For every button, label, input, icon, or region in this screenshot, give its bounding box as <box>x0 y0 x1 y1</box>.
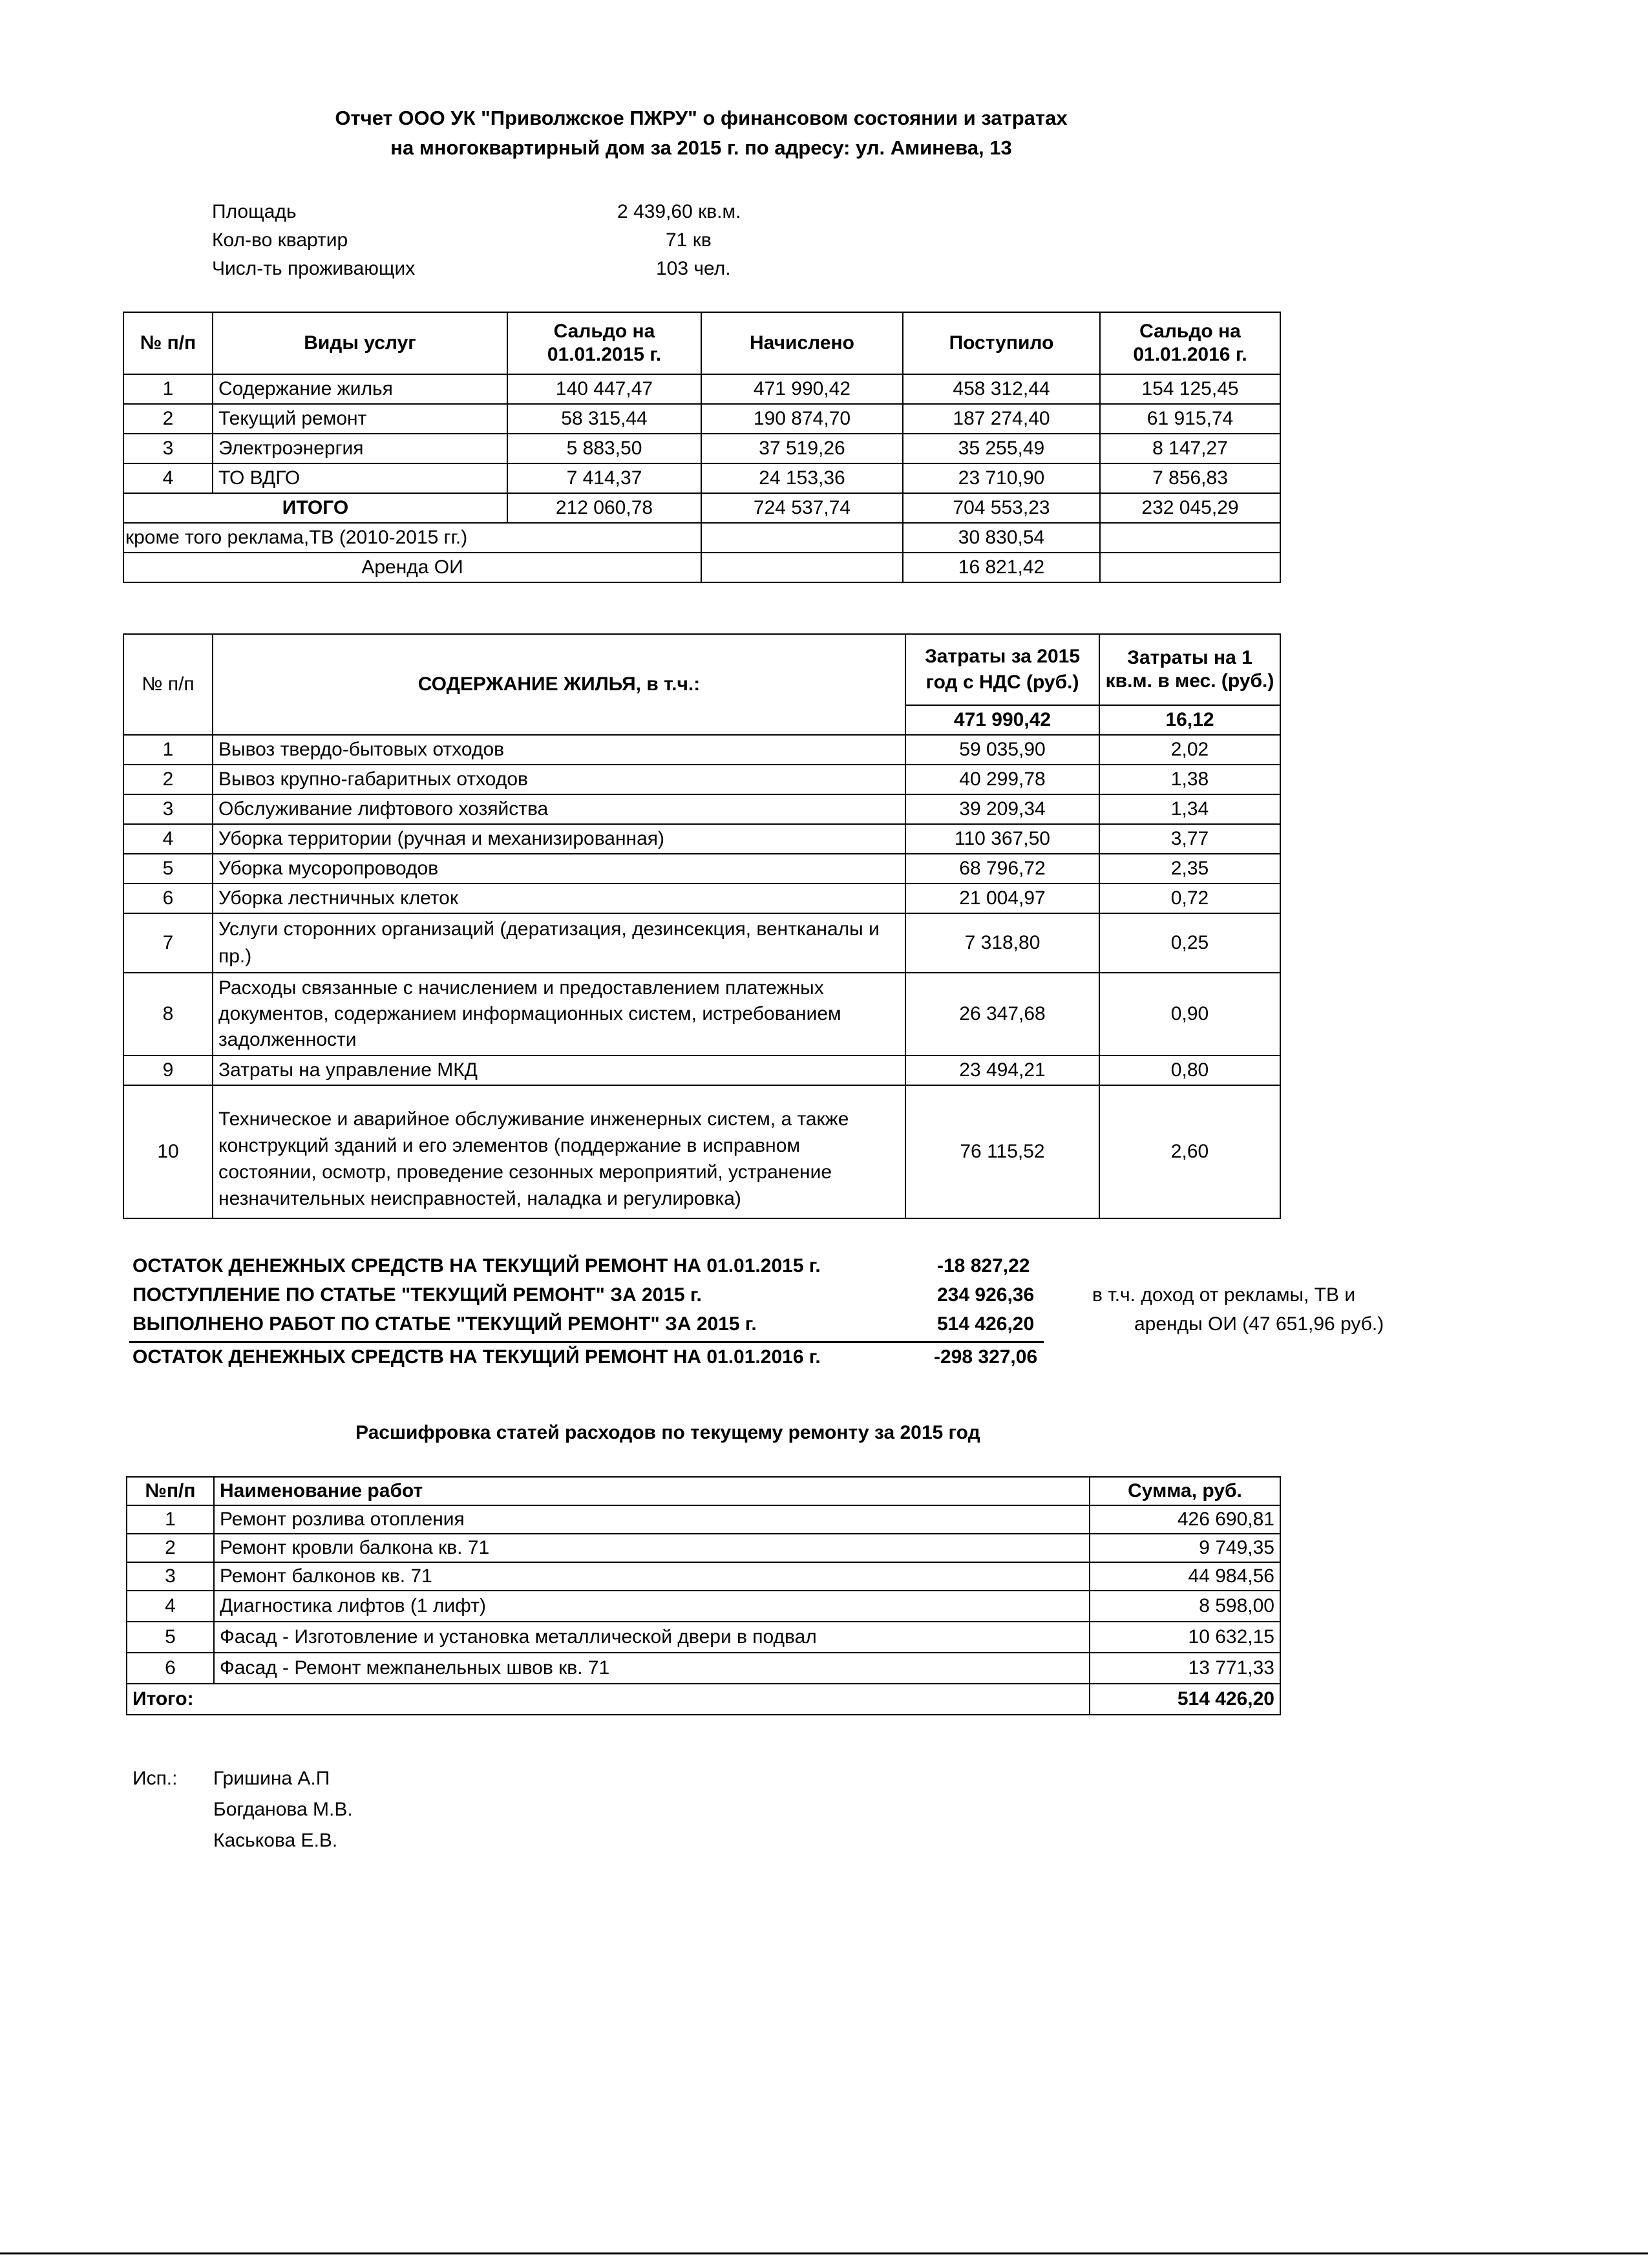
cell: 10 <box>123 1085 213 1218</box>
area-value: 2 439,60 кв.м. <box>617 201 741 222</box>
cell: Содержание жилья <box>213 374 507 404</box>
residents-value: 103 чел. <box>656 258 731 279</box>
repairs-total-label: Итого: <box>127 1684 1090 1715</box>
cell: 3,77 <box>1099 824 1280 854</box>
repairs-total-row <box>127 1684 1280 1715</box>
cell: 187 274,40 <box>903 404 1100 434</box>
header-cell: Сальдо на 01.01.2016 г. <box>1100 312 1280 374</box>
cell: 426 690,81 <box>1090 1505 1280 1534</box>
executors-label: Исп.: <box>132 1768 178 1789</box>
cell: 212 060,78 <box>507 493 701 523</box>
cell: 1 <box>123 374 213 404</box>
works-done-value: 514 426,20 <box>937 1313 1035 1335</box>
table-row <box>123 374 1280 404</box>
cell: 13 771,33 <box>1090 1653 1280 1684</box>
cell: 23 494,21 <box>905 1055 1099 1085</box>
cell: 2,02 <box>1099 735 1280 765</box>
cell: Уборка лестничных клеток <box>213 884 905 913</box>
area-label: Площадь <box>212 201 297 222</box>
cell: Услуги сторонних организаций (дератизация, дезинсекция, вентканалы и пр.) <box>213 913 905 973</box>
cell: 2 <box>123 404 213 434</box>
cell: 39 209,34 <box>905 794 1099 824</box>
header-cell: СОДЕРЖАНИЕ ЖИЛЬЯ, в т.ч.: <box>213 634 905 735</box>
cell: 471 990,42 <box>701 374 903 404</box>
table-row <box>127 1505 1280 1534</box>
cell: 7 414,37 <box>507 463 701 493</box>
cell: 704 553,23 <box>903 493 1100 523</box>
balance-start-value: -18 827,22 <box>937 1255 1030 1277</box>
table-row <box>123 1055 1280 1085</box>
cell: 26 347,68 <box>905 973 1099 1055</box>
rent-label: Аренда ОИ <box>123 553 701 582</box>
cell: 21 004,97 <box>905 884 1099 913</box>
cell: 8 598,00 <box>1090 1591 1280 1622</box>
header-cell: Сальдо на 01.01.2015 г. <box>507 312 701 374</box>
cell <box>1100 523 1280 553</box>
cell: 2,35 <box>1099 854 1280 884</box>
cell: Уборка мусоропроводов <box>213 854 905 884</box>
advertising-label: кроме того реклама,ТВ (2010-2015 гг.) <box>123 523 701 553</box>
flats-label: Кол-во квартир <box>212 229 348 251</box>
cell: 4 <box>123 824 213 854</box>
cell: 5 883,50 <box>507 434 701 463</box>
cell: 1,38 <box>1099 765 1280 794</box>
header-cell: Наименование работ <box>214 1477 1090 1505</box>
header-cell: Виды услуг <box>213 312 507 374</box>
cell: 24 153,36 <box>701 463 903 493</box>
income-note-line2: аренды ОИ (47 651,96 руб.) <box>1134 1313 1384 1335</box>
header-cell: Начислено <box>701 312 903 374</box>
cell: 8 <box>123 973 213 1055</box>
services-header-row <box>123 312 1280 374</box>
cell: 44 984,56 <box>1090 1562 1280 1591</box>
total-label: ИТОГО <box>123 493 507 523</box>
cell: 232 045,29 <box>1100 493 1280 523</box>
cell: Диагностика лифтов (1 лифт) <box>214 1591 1090 1622</box>
cell: 2 <box>127 1534 214 1562</box>
cell <box>1100 553 1280 582</box>
header-cell: Затраты на 1 кв.м. в мес. (руб.) <box>1099 634 1280 705</box>
cell: Ремонт кровли балкона кв. 71 <box>214 1534 1090 1562</box>
cell: 5 <box>123 854 213 884</box>
table-row <box>123 463 1280 493</box>
rent-value: 16 821,42 <box>903 553 1100 582</box>
cell: 3 <box>127 1562 214 1591</box>
flats-value: 71 кв <box>666 229 712 251</box>
header-cell: Затраты за 2015 год с НДС (руб.) <box>905 634 1099 705</box>
cell: 1 <box>127 1505 214 1534</box>
total-unit: 16,12 <box>1099 705 1280 735</box>
income-value: 234 926,36 <box>937 1284 1035 1306</box>
page-bottom-rule <box>0 2252 1648 2254</box>
cell: 9 <box>123 1055 213 1085</box>
table-row <box>123 824 1280 854</box>
repairs-total-value: 514 426,20 <box>1090 1684 1280 1715</box>
cell: Обслуживание лифтового хозяйства <box>213 794 905 824</box>
maintenance-table <box>123 633 1281 1219</box>
header-cell: № п/п <box>123 634 213 735</box>
cell: 5 <box>127 1622 214 1653</box>
cell: Фасад - Ремонт межпанельных швов кв. 71 <box>214 1653 1090 1684</box>
repairs-title: Расшифровка статей расходов по текущему ремонту за 2015 год <box>355 1422 980 1443</box>
repairs-header-row <box>127 1477 1280 1505</box>
cell: Расходы связанные с начислением и предоставлением платежных документов, содержанием информационных систем, истребованием задолженности <box>213 973 905 1055</box>
cell: 40 299,78 <box>905 765 1099 794</box>
cell <box>701 553 903 582</box>
cell: 0,80 <box>1099 1055 1280 1085</box>
cell: 35 255,49 <box>903 434 1100 463</box>
cell: Затраты на управление МКД <box>213 1055 905 1085</box>
header-cell: Сумма, руб. <box>1090 1477 1280 1505</box>
cell: Вывоз твердо-бытовых отходов <box>213 735 905 765</box>
header-cell: №п/п <box>127 1477 214 1505</box>
cell: 4 <box>127 1591 214 1622</box>
repairs-table <box>126 1476 1281 1715</box>
rent-row <box>123 553 1280 582</box>
cell: 6 <box>127 1653 214 1684</box>
cell: 68 796,72 <box>905 854 1099 884</box>
cell: ТО ВДГО <box>213 463 507 493</box>
table-row <box>123 1085 1280 1218</box>
cell: 59 035,90 <box>905 735 1099 765</box>
cell: 110 367,50 <box>905 824 1099 854</box>
cell: 3 <box>123 794 213 824</box>
balance-end-value: -298 327,06 <box>934 1346 1038 1368</box>
cell: 154 125,45 <box>1100 374 1280 404</box>
cell: 1,34 <box>1099 794 1280 824</box>
cell: 1 <box>123 735 213 765</box>
maintenance-header-row <box>123 634 1280 705</box>
executor-name: Богданова М.В. <box>213 1799 353 1820</box>
cell: 3 <box>123 434 213 463</box>
works-done-label: ВЫПОЛНЕНО РАБОТ ПО СТАТЬЕ "ТЕКУЩИЙ РЕМОНТ" ЗА 2015 г. <box>132 1313 757 1335</box>
cell: 2 <box>123 765 213 794</box>
table-row <box>123 854 1280 884</box>
cell: 37 519,26 <box>701 434 903 463</box>
cell: 140 447,47 <box>507 374 701 404</box>
cell: 724 537,74 <box>701 493 903 523</box>
table-row <box>123 765 1280 794</box>
cell: Ремонт розлива отопления <box>214 1505 1090 1534</box>
cell: 23 710,90 <box>903 463 1100 493</box>
advertising-value: 30 830,54 <box>903 523 1100 553</box>
cell: 6 <box>123 884 213 913</box>
report-title-line1: Отчет ООО УК "Приволжское ПЖРУ" о финансовом состоянии и затратах <box>335 107 1068 129</box>
cell: 7 318,80 <box>905 913 1099 973</box>
cell: 0,25 <box>1099 913 1280 973</box>
cell: Ремонт балконов кв. 71 <box>214 1562 1090 1591</box>
total-cost: 471 990,42 <box>905 705 1099 735</box>
balance-end-label: ОСТАТОК ДЕНЕЖНЫХ СРЕДСТВ НА ТЕКУЩИЙ РЕМОНТ НА 01.01.2016 г. <box>132 1346 821 1368</box>
table-row <box>127 1562 1280 1591</box>
cell: Текущий ремонт <box>213 404 507 434</box>
table-row <box>123 434 1280 463</box>
cell: 7 <box>123 913 213 973</box>
advertising-row <box>123 523 1280 553</box>
cell: Фасад - Изготовление и установка металлической двери в подвал <box>214 1622 1090 1653</box>
table-row <box>127 1653 1280 1684</box>
cell: 9 749,35 <box>1090 1534 1280 1562</box>
table-row <box>123 884 1280 913</box>
cell: Электроэнергия <box>213 434 507 463</box>
cell: 4 <box>123 463 213 493</box>
cell: 0,72 <box>1099 884 1280 913</box>
table-row <box>123 794 1280 824</box>
cell <box>701 523 903 553</box>
header-cell: Поступило <box>903 312 1100 374</box>
cell: Техническое и аварийное обслуживание инженерных систем, а также конструкций зданий и его элементов (поддержание в исправном состоянии, осмотр, проведение сезонных мероприятий, устранение незначительных неисправностей, наладка и регулировка) <box>213 1085 905 1218</box>
report-title-line2: на многоквартирный дом за 2015 г. по адресу: ул. Аминева, 13 <box>390 136 1012 159</box>
executor-name: Гришина А.П <box>213 1768 330 1789</box>
cell: 61 915,74 <box>1100 404 1280 434</box>
table-row <box>127 1534 1280 1562</box>
cell: Уборка территории (ручная и механизированная) <box>213 824 905 854</box>
cell: 58 315,44 <box>507 404 701 434</box>
summary-divider <box>129 1341 1044 1343</box>
cell: 7 856,83 <box>1100 463 1280 493</box>
cell: 10 632,15 <box>1090 1622 1280 1653</box>
services-table <box>123 312 1281 583</box>
cell: 0,90 <box>1099 973 1280 1055</box>
residents-label: Числ-ть проживающих <box>212 258 416 279</box>
table-row <box>123 913 1280 973</box>
table-row <box>123 404 1280 434</box>
cell: 8 147,27 <box>1100 434 1280 463</box>
services-total-row <box>123 493 1280 523</box>
cell: 76 115,52 <box>905 1085 1099 1218</box>
table-row <box>123 735 1280 765</box>
cell: 2,60 <box>1099 1085 1280 1218</box>
income-label: ПОСТУПЛЕНИЕ ПО СТАТЬЕ "ТЕКУЩИЙ РЕМОНТ" ЗА 2015 г. <box>132 1284 702 1306</box>
cell: Вывоз крупно-габаритных отходов <box>213 765 905 794</box>
table-row <box>127 1622 1280 1653</box>
table-row <box>123 973 1280 1055</box>
cell: 458 312,44 <box>903 374 1100 404</box>
executor-name: Каськова Е.В. <box>213 1830 338 1851</box>
cell: 190 874,70 <box>701 404 903 434</box>
table-row <box>127 1591 1280 1622</box>
balance-start-label: ОСТАТОК ДЕНЕЖНЫХ СРЕДСТВ НА ТЕКУЩИЙ РЕМОНТ НА 01.01.2015 г. <box>132 1255 821 1277</box>
header-cell: № п/п <box>123 312 213 374</box>
income-note-line1: в т.ч. доход от рекламы, ТВ и <box>1092 1284 1356 1306</box>
